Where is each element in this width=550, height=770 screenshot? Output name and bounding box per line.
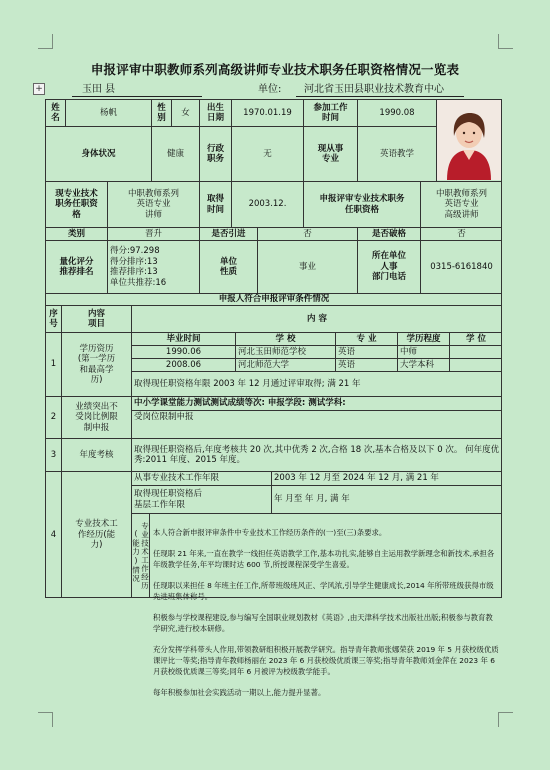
- hr-phone-value: 0315-6161840: [420, 240, 502, 293]
- work-detail-para-4: 积极参与学校课程建设,参与编写全国职业规划教材《英语》,由天津科学技术出版社出版;积极参与教育教学研究,进行校本研修。: [153, 613, 493, 634]
- edu-row-1-school: 河北玉田师范学校: [235, 345, 335, 358]
- grassroots-years-label: 取得现任职资格后 基层工作年限: [131, 485, 271, 513]
- work-experience-label: 专业技术工 作经历(能 力): [61, 471, 131, 598]
- introduce-value: 否: [257, 227, 357, 240]
- admin-post-label: 行政 职务: [199, 126, 231, 181]
- county-field: 玉田 县: [72, 83, 202, 97]
- gender-value: 女: [171, 99, 199, 126]
- admin-post-value: 无: [231, 126, 303, 181]
- unit-field: 河北省玉田县职业技术教育中心: [296, 83, 464, 97]
- edu-col-major: 专 业: [335, 332, 397, 345]
- page-corner-mark: [38, 34, 53, 49]
- score-label: 量化评分 推荐排名: [45, 240, 107, 293]
- work-detail-para-2: 任现职 21 年来,一直在教学一线担任英语教学工作,基本功扎实,能够自主运用教学新理念和新技术,承担各年级教学任务,年平均课时达 600 节,所授课程深受学生喜爱。: [153, 549, 495, 569]
- table-move-handle-icon[interactable]: +: [33, 83, 45, 95]
- section-title: 申报人符合申报评审条件情况: [45, 293, 502, 305]
- item-header: 内容 项目: [61, 305, 131, 332]
- annual-review-text: 取得现任职资格后,年度考核共 20 次,其中优秀 2 次,合格 18 次,基本合格及以下 0 次。 何年度优秀:2011 年度、2015 年度。: [131, 438, 502, 471]
- work-years-value: 2003 年 12 月至 2024 年 12 月, 满 21 年: [271, 471, 502, 485]
- edu-row-2-time: 2008.06: [131, 358, 235, 371]
- current-major-value: 英语教学: [357, 126, 436, 181]
- birth-label: 出生 日期: [199, 99, 231, 126]
- work-years-label: 从事专业技术工作年限: [131, 471, 271, 485]
- work-detail-para-5: 充分发挥学科带头人作用,带领教研组积极开展教学研究。指导青年教师张娜荣获 2019 年 5 月获校级优质课评比一等奖;指导青年教师杨丽在 2023 年 6 月获校级优质课三等奖;指导青年教师刘金萍在 2023 年 6 月获校级优质课三等奖;同年 6 月被评为校级教学能手。: [153, 645, 499, 676]
- edu-row-1-time: 1990.06: [131, 345, 235, 358]
- apply-title-value: 中职教师系列 英语专业 高级讲师: [420, 181, 502, 227]
- annual-review-label: 年度考核: [61, 438, 131, 471]
- birth-value: 1970.01.19: [231, 99, 303, 126]
- exceptional-perf-label: 业绩突出不 受岗比例限 制申报: [61, 396, 131, 438]
- exceptional-label: 是否破格: [357, 227, 420, 240]
- unit-nature-value: 事业: [257, 240, 357, 293]
- edu-col-school: 学 校: [235, 332, 335, 345]
- seq-3: 3: [45, 438, 61, 471]
- edu-row-2-major: 英语: [335, 358, 397, 371]
- edu-row-2-degree: [449, 358, 502, 371]
- table-bottom-border: [45, 597, 502, 598]
- class-test-line: 中小学课堂能力测试测试成绩等次: 申报学段: 测试学科:: [131, 396, 502, 410]
- edu-row-1-degree: [449, 345, 502, 358]
- edu-row-2-level: 大学本科: [397, 358, 449, 371]
- page-title: 申报评审中职教师系列高级讲师专业技术职务任职资格情况一览表: [90, 62, 460, 77]
- introduce-label: 是否引进: [199, 227, 257, 240]
- health-value: 健康: [151, 126, 199, 181]
- hr-phone-label: 所在单位 人事 部门电话: [357, 240, 420, 293]
- current-title-label: 现专业技术 职务任职资 格: [45, 181, 107, 227]
- table-right-border: [501, 99, 502, 598]
- current-title-value: 中职教师系列 英语专业 讲师: [107, 181, 199, 227]
- work-detail-sublabel: [131, 513, 149, 598]
- post-limit-line: 受岗位限制申报: [131, 410, 502, 438]
- unit-label: 单位:: [258, 84, 282, 95]
- work-start-label: 参加工作 时间: [303, 99, 357, 126]
- qualification-years: 取得现任职资格年限 2003 年 12 月通过评审取得; 满 21 年: [131, 371, 502, 396]
- obtain-time-label: 取得 时间: [199, 181, 231, 227]
- seq-1: 1: [45, 332, 61, 396]
- work-detail-sublabel-text: 专业技术工作经历(能力)情况: [131, 522, 150, 590]
- edu-col-level: 学历程度: [397, 332, 449, 345]
- name-label: 姓 名: [45, 99, 65, 126]
- obtain-time-value: 2003.12.: [231, 181, 303, 227]
- score-value: 得分:97.298 得分排序:13 推荐排序:13 单位共推荐:16: [107, 240, 199, 293]
- edu-row-2-school: 河北师范大学: [235, 358, 335, 371]
- unit-nature-label: 单位 性质: [199, 240, 257, 293]
- work-detail-text: [149, 513, 502, 698]
- grassroots-years-value: 年 月至 年 月, 满 年: [271, 485, 502, 513]
- work-detail-para-6: 每年积极参加社会实践活动一期以上,能力提升显著。: [153, 688, 326, 698]
- work-start-value: 1990.08: [357, 99, 436, 126]
- work-detail-para-1: 本人符合新申报评审条件中专业技术工作经历条件的(一)至(三)条要求。: [153, 527, 387, 537]
- current-major-label: 现从事 专业: [303, 126, 357, 181]
- exceptional-value: 否: [420, 227, 502, 240]
- seq-2: 2: [45, 396, 61, 438]
- name-value: 杨帆: [65, 99, 151, 126]
- seq-header: 序 号: [45, 305, 61, 332]
- qualification-table: [45, 99, 502, 730]
- category-value: 晋升: [107, 227, 199, 240]
- applicant-photo: [437, 100, 501, 180]
- edu-row-1-level: 中师: [397, 345, 449, 358]
- category-label: 类别: [45, 227, 107, 240]
- gender-label: 性 别: [151, 99, 171, 126]
- edu-label: 学历资历 (第一学历 和最高学 历): [61, 332, 131, 396]
- edu-row-1-major: 英语: [335, 345, 397, 358]
- seq-4: 4: [45, 471, 61, 598]
- page-corner-mark: [498, 34, 513, 49]
- apply-title-label: 申报评审专业技术职务 任职资格: [303, 181, 420, 227]
- edu-col-grad-time: 毕业时间: [131, 332, 235, 345]
- health-label: 身体状况: [45, 126, 151, 181]
- content-header: 内 容: [131, 305, 502, 332]
- work-detail-para-3: 任现职以来担任 8 年班主任工作,所带班级班风正、学风浓,引导学生健康成长,2014 年所带班级获得市级: [153, 581, 494, 591]
- edu-col-degree: 学 位: [449, 332, 502, 345]
